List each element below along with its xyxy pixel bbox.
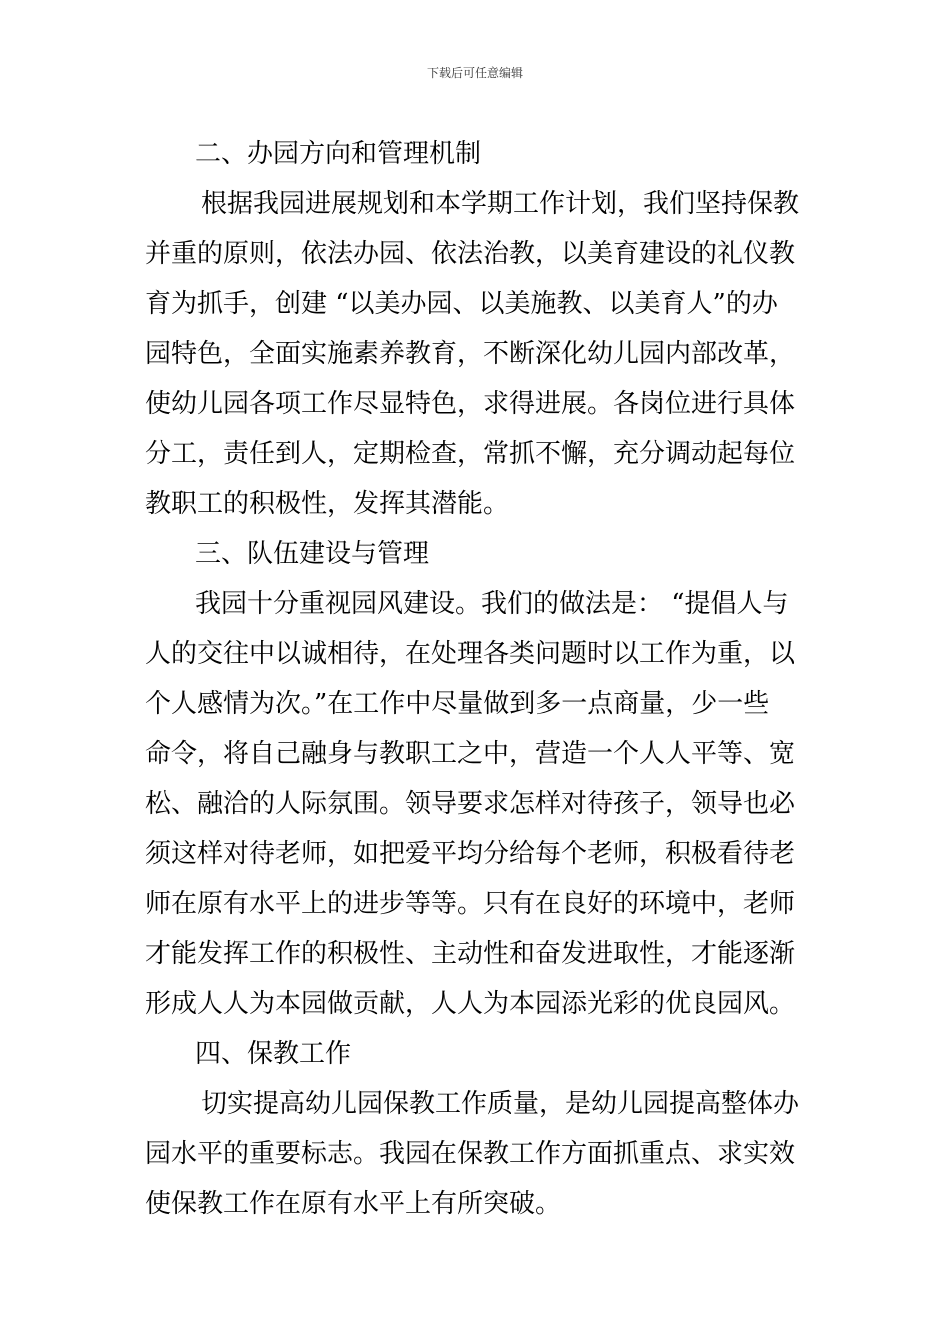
text-line: 三、队伍建设与管理 — [195, 539, 430, 569]
text-line: 切实提高幼儿园保教工作质量，是幼儿园提高整体办 — [201, 1089, 800, 1119]
text-line: 分工，责任到人，定期检查，常抓不懈，充分调动起每位 — [145, 439, 796, 469]
text-line: 我园十分重视园风建设。我们的做法是： “提倡人与 — [195, 589, 789, 619]
text-line: 个人感情为次。”在工作中尽量做到多一点商量，少一些 — [145, 689, 770, 719]
text-line: 并重的原则，依法办园、依法治教，以美育建设的礼仪教 — [145, 239, 796, 269]
text-line: 人的交往中以诚相待，在处理各类问题时以工作为重，以 — [145, 639, 796, 669]
text-line: 才能发挥工作的积极性、主动性和奋发进取性，才能逐渐 — [145, 939, 796, 969]
text-line: 师在原有水平上的进步等等。只有在良好的环境中，老师 — [145, 889, 796, 919]
text-line: 形成人人为本园做贡献，人人为本园添光彩的优良园风。 — [145, 989, 796, 1019]
text-line: 使幼儿园各项工作尽显特色，求得进展。各岗位进行具体 — [145, 389, 796, 419]
text-line: 园水平的重要标志。我园在保教工作方面抓重点、求实效 — [145, 1139, 796, 1169]
text-line: 育为抓手，创建 “以美办园、以美施教、以美育人”的办 — [145, 289, 778, 319]
text-line: 松、融洽的人际氛围。领导要求怎样对待孩子，领导也必 — [145, 789, 796, 819]
text-line: 须这样对待老师，如把爱平均分给每个老师，积极看待老 — [145, 839, 796, 869]
document-body — [145, 129, 815, 1229]
page-header-note: 下载后可任意编辑 — [426, 66, 523, 80]
text-line: 四、保教工作 — [195, 1039, 352, 1069]
text-line: 命令，将自己融身与教职工之中，营造一个人人平等、宽 — [145, 739, 796, 769]
text-line: 根据我园进展规划和本学期工作计划，我们坚持保教 — [201, 189, 800, 219]
text-line: 教职工的积极性，发挥其潜能。 — [145, 489, 510, 519]
text-line: 二、办园方向和管理机制 — [195, 139, 482, 169]
text-line: 使保教工作在原有水平上有所突破。 — [145, 1189, 562, 1219]
text-line: 园特色，全面实施素养教育，不断深化幼儿园内部改革， — [145, 339, 796, 369]
